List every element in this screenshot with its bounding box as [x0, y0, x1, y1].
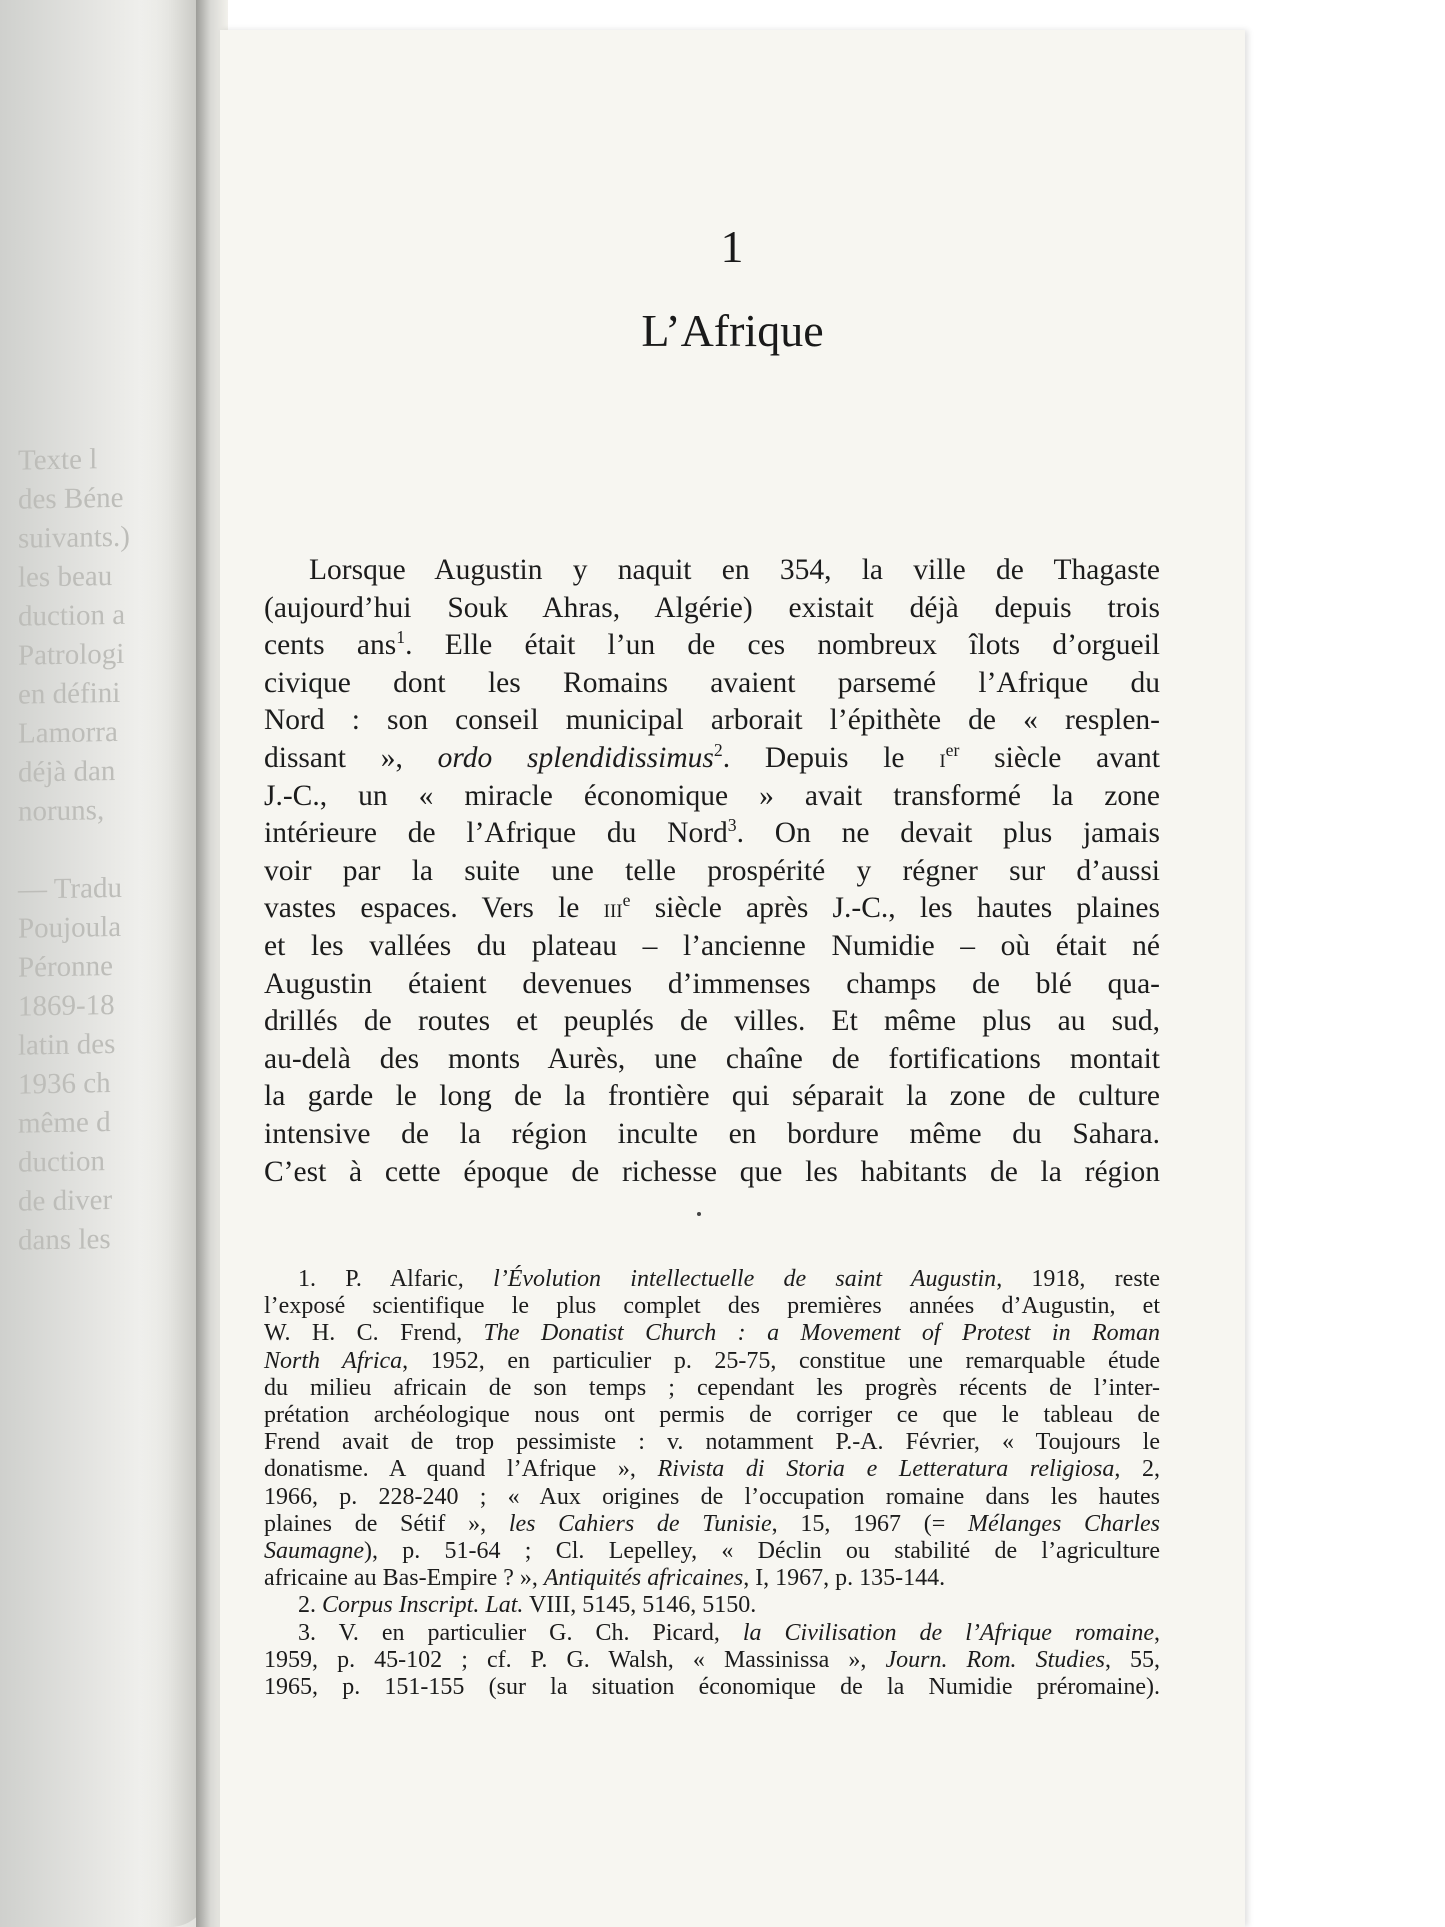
footnote-line: l’exposé scientifique le plus complet des premières années d’Augustin, et [264, 1293, 1160, 1320]
facing-page-line: dans les [18, 1223, 111, 1257]
facing-page-line: Texte l [18, 443, 98, 477]
text-line: Nord : son conseil municipal arborait l’épithète de « resplen- [264, 704, 1160, 737]
footnote-ref: 3 [727, 815, 737, 836]
footnote-line: Saumagne), p. 51-64 ; Cl. Lepelley, « Déclin ou stabilité de l’agriculture [264, 1538, 1160, 1565]
text-line: au-delà des monts Aurès, une chaîne de fortifications montait [264, 1042, 1160, 1075]
facing-page-line: 1869-18 [18, 988, 115, 1023]
footnote-ref: 1 [396, 627, 406, 648]
footnote-line: 1965, p. 151-155 (sur la situation économique de la Numidie préromaine). [264, 1674, 1160, 1701]
text-line: cents ans$^1$. Elle était l’un de ces nombreux îlots d’orgueil [264, 627, 1161, 662]
facing-page-line: suivants.) [18, 520, 130, 555]
text-line: civique dont les Romains avaient parsemé l’Afrique du [264, 666, 1160, 699]
body-text [264, 552, 1160, 1191]
facing-page-line: déjà dan [18, 754, 116, 789]
facing-page-line: noruns, [18, 794, 105, 828]
footnote-line: 1. P. Alfaric, l’Évolution intellectuelle de saint Augustin, 1918, reste [298, 1266, 1160, 1292]
text-line: J.-C., un « miracle économique » avait transformé la zone [264, 779, 1160, 812]
text-line: Augustin étaient devenues d’immenses champs de blé qua- [264, 967, 1160, 1000]
footnote-line: North Africa, 1952, en particulier p. 25-75, constitue une remarquable étude [264, 1347, 1160, 1374]
footnote-line: 3. V. en particulier G. Ch. Picard, la Civilisation de l’Afrique romaine, [298, 1619, 1160, 1646]
text-line: et les vallées du plateau – l’ancienne Numidie – où était né [264, 929, 1160, 962]
facing-page-line: latin des [18, 1027, 116, 1062]
footnotes [264, 1266, 1160, 1701]
footnote-line: W. H. C. Frend, The Donatist Church : a Movement of Protest in Roman [264, 1320, 1160, 1347]
footnote-line: 1966, p. 228-240 ; « Aux origines de l’occupation romaine dans les hautes [264, 1483, 1160, 1510]
footnote-ref: 2 [713, 740, 723, 761]
footnote-line: Frend avait de trop pessimiste : v. notamment P.-A. Février, « Toujours le [264, 1429, 1160, 1456]
footnote-line: plaines de Sétif », les Cahiers de Tunisie, 15, 1967 (= Mélanges Charles [264, 1510, 1161, 1537]
facing-page-line: de diver [18, 1184, 113, 1218]
facing-page [0, 0, 205, 1927]
separator-dot [697, 1212, 701, 1216]
footnote-line: prétation archéologique nous ont permis de corriger ce que le tableau de [264, 1402, 1160, 1429]
text-line: la garde le long de la frontière qui séparait la zone de culture [264, 1080, 1160, 1113]
text-line: C’est à cette époque de richesse que les habitants de la région [264, 1155, 1160, 1188]
footnote-line: donatisme. A quand l’Afrique », Rivista di Storia e Letteratura religiosa, 2, [264, 1456, 1161, 1483]
footnote-line: 2. Corpus Inscript. Lat. VIII, 5145, 5146, 5150. [298, 1592, 757, 1619]
facing-page-line: — Tradu [18, 871, 122, 906]
text-line: vastes espaces. Vers le iii$^e$ siècle après J.-C., les hautes plaines [264, 890, 1160, 925]
book-page [220, 30, 1245, 1927]
footnote-line: 1959, p. 45-102 ; cf. P. G. Walsh, « Massinissa », Journ. Rom. Studies, 55, [264, 1646, 1161, 1673]
text-line: (aujourd’hui Souk Ahras, Algérie) existait déjà depuis trois [264, 591, 1160, 624]
chapter-title: L’Afrique [641, 305, 824, 356]
facing-page-line: en défini [18, 676, 121, 711]
footnote-line: du milieu africain de son temps ; cependant les progrès récents de l’inter- [264, 1374, 1160, 1401]
text-line: voir par la suite une telle prospérité y régner sur d’aussi [264, 854, 1160, 887]
facing-page-line: Péronne [18, 949, 114, 984]
footnote-line: africaine au Bas-Empire ? », Antiquités africaines, I, 1967, p. 135-144. [264, 1565, 946, 1592]
chapter-number: 1 [720, 221, 745, 272]
facing-page-line: des Béne [18, 481, 124, 516]
facing-page-line: Poujoula [18, 910, 122, 945]
text-line: intérieure de l’Afrique du Nord$^3$. On ne devait plus jamais [264, 815, 1160, 850]
text-line: Lorsque Augustin y naquit en 354, la ville de Thagaste [309, 554, 1160, 586]
text-line: dissant », ordo splendidissimus$^2$. Depuis le $i^{er}$ siècle avant [264, 740, 1160, 774]
text-line: drillés de routes et peuplés de villes. Et même plus au sud, [264, 1005, 1160, 1038]
facing-page-line: duction a [18, 598, 126, 633]
facing-page-line: duction [18, 1145, 105, 1179]
facing-page-line: Patrologi [18, 637, 125, 672]
facing-page-line: les beau [18, 560, 113, 594]
facing-page-line: Lamorra [18, 715, 118, 750]
facing-page-line: 1936 ch [18, 1067, 111, 1101]
text-line: intensive de la région inculte en bordure même du Sahara. [264, 1117, 1160, 1150]
facing-page-line: même d [18, 1106, 111, 1140]
